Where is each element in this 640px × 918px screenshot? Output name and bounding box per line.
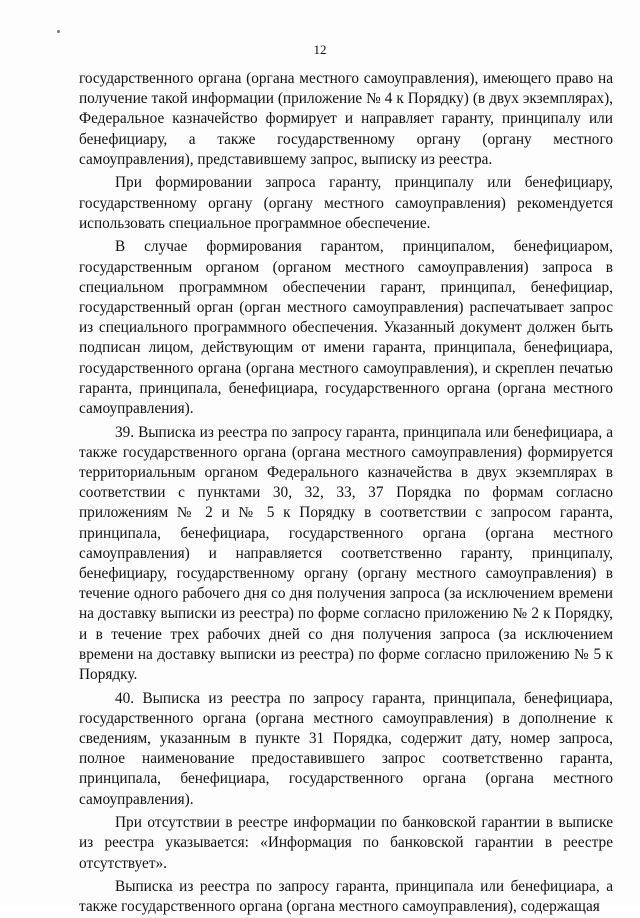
page-number: 12 bbox=[313, 42, 327, 57]
paragraph-extract-containing: Выписка из реестра по запросу гаранта, принципала или бенефициара, а также государственного органа (органа местного самоуправления), содержащая bbox=[79, 878, 613, 916]
paragraph-continuation: государственного органа (органа местного самоуправления), имеющего право на получение такой информации (приложение № 4 к Порядку) (в двух экземплярах), Федеральное казначейство формирует и направляет гаранту, принципалу или бенефициару, а также государственному органу (органу местного самоуправления), представившему запрос, выписку из реестра. bbox=[79, 70, 613, 168]
paragraph-software-recommendation: При формировании запроса гаранту, принципалу или бенефициару, государственному органу (органу местного самоуправления) рекомендуется использовать специальное программное обеспечение. bbox=[79, 174, 613, 232]
paragraph-item-39: 39. Выписка из реестра по запросу гаранта, принципала или бенефициара, а также государственного органа (органа местного самоуправления) формируется территориальным органом Федерального казначейства в двух экземплярах в соответствии с пунктами 30, 32, 33, 37 Порядка по формам согласно приложениям № 2 и № 5 к Порядку в соответствии с запросом гаранта, принципала, бенефициара, государственного органа (органа местного самоуправления) и направляется соответственно гаранту, принципалу, бенефициару, государственному органу (органу местного самоуправления) в течение одного рабочего дня со дня получения запроса (за исключением времени на доставку выписки из реестра) по форме согласно приложению № 2 к Порядку, и в течение трех рабочих дней со дня получения запроса (за исключением времени на доставку выписки из реестра) по форме согласно приложению № 5 к Порядку. bbox=[79, 423, 613, 684]
paragraph-item-40: 40. Выписка из реестра по запросу гаранта, принципала, бенефициара, государственного органа (органа местного самоуправления) в дополнение к сведениям, указанным в пункте 31 Порядка, содержит дату, номер запроса, полное наименование предоставившего запрос соответственно гаранта, принципала, бенефициара, государственного органа (органа местного самоуправления). bbox=[79, 689, 613, 808]
document-body bbox=[79, 69, 613, 918]
scan-speck bbox=[57, 30, 60, 33]
paragraph-request-printing: В случае формирования гарантом, принципалом, бенефициаром, государственным органом (органом местного самоуправления) запроса в специальном программном обеспечении гарант, принципал, бенефициар, государственный орган (орган местного самоуправления) распечатывает запрос из специального программного обеспечения. Указанный документ должен быть подписан лицом, действующим от имени гаранта, принципала, бенефициара, государственного органа (органа местного самоуправления), и скреплен печатью гаранта, принципала, бенефициара, государственного органа (органа местного самоуправления). bbox=[79, 238, 613, 418]
paragraph-no-information: При отсутствии в реестре информации по банковской гарантии в выписке из реестра указывается: «Информация по банковской гарантии в реестре отсутствует». bbox=[79, 814, 613, 872]
